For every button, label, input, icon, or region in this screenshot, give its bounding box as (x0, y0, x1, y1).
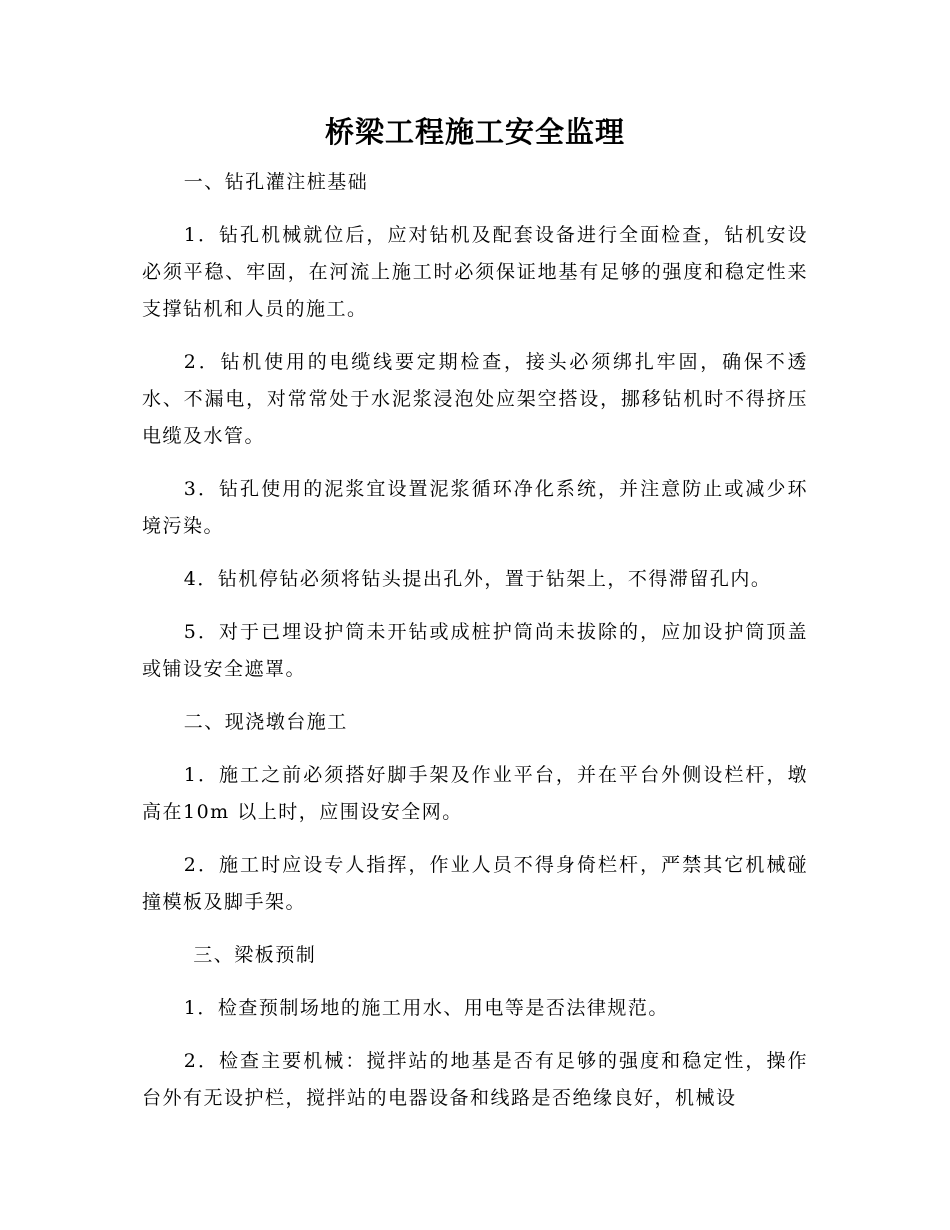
section-heading: 三、梁板预制 (193, 944, 317, 966)
paragraph: 1．施工之前必须搭好脚手架及作业平台，并在平台外侧设栏杆，墩高在10m 以上时，应围设安全网。 (142, 764, 808, 823)
section-heading: 二、现浇墩台施工 (183, 711, 348, 733)
paragraph: 2．施工时应设专人指挥，作业人员不得身倚栏杆，严禁其它机械碰撞模板及脚手架。 (142, 854, 808, 913)
document-title: 桥梁工程施工安全监理 (324, 115, 625, 149)
paragraph: 5．对于已埋设护筒未开钻或成桩护筒尚未拔除的，应加设护筒顶盖或铺设安全遮罩。 (142, 621, 808, 680)
paragraph: 2．检查主要机械：搅拌站的地基是否有足够的强度和稳定性，操作台外有无设护栏，搅拌站的电器设备和线路是否绝缘良好，机械设 (142, 1050, 808, 1109)
paragraph: 4．钻机停钻必须将钻头提出孔外，置于钻架上，不得滞留孔内。 (183, 568, 772, 590)
paragraph: 1．检查预制场地的施工用水、用电等是否法律规范。 (183, 997, 669, 1019)
document-body (142, 164, 808, 1133)
section-heading: 一、钻孔灌注桩基础 (183, 171, 369, 193)
paragraph: 1．钻孔机械就位后，应对钻机及配套设备进行全面检查，钻机安设必须平稳、牢固，在河流上施工时必须保证地基有足够的强度和稳定性来支撑钻机和人员的施工。 (142, 224, 808, 320)
paragraph: 3．钻孔使用的泥浆宜设置泥浆循环净化系统，并注意防止或减少环境污染。 (142, 478, 808, 537)
paragraph: 2．钻机使用的电缆线要定期检查，接头必须绑扎牢固，确保不透水、不漏电，对常常处于水泥浆浸泡处应架空搭设，挪移钻机时不得挤压电缆及水管。 (142, 351, 808, 447)
